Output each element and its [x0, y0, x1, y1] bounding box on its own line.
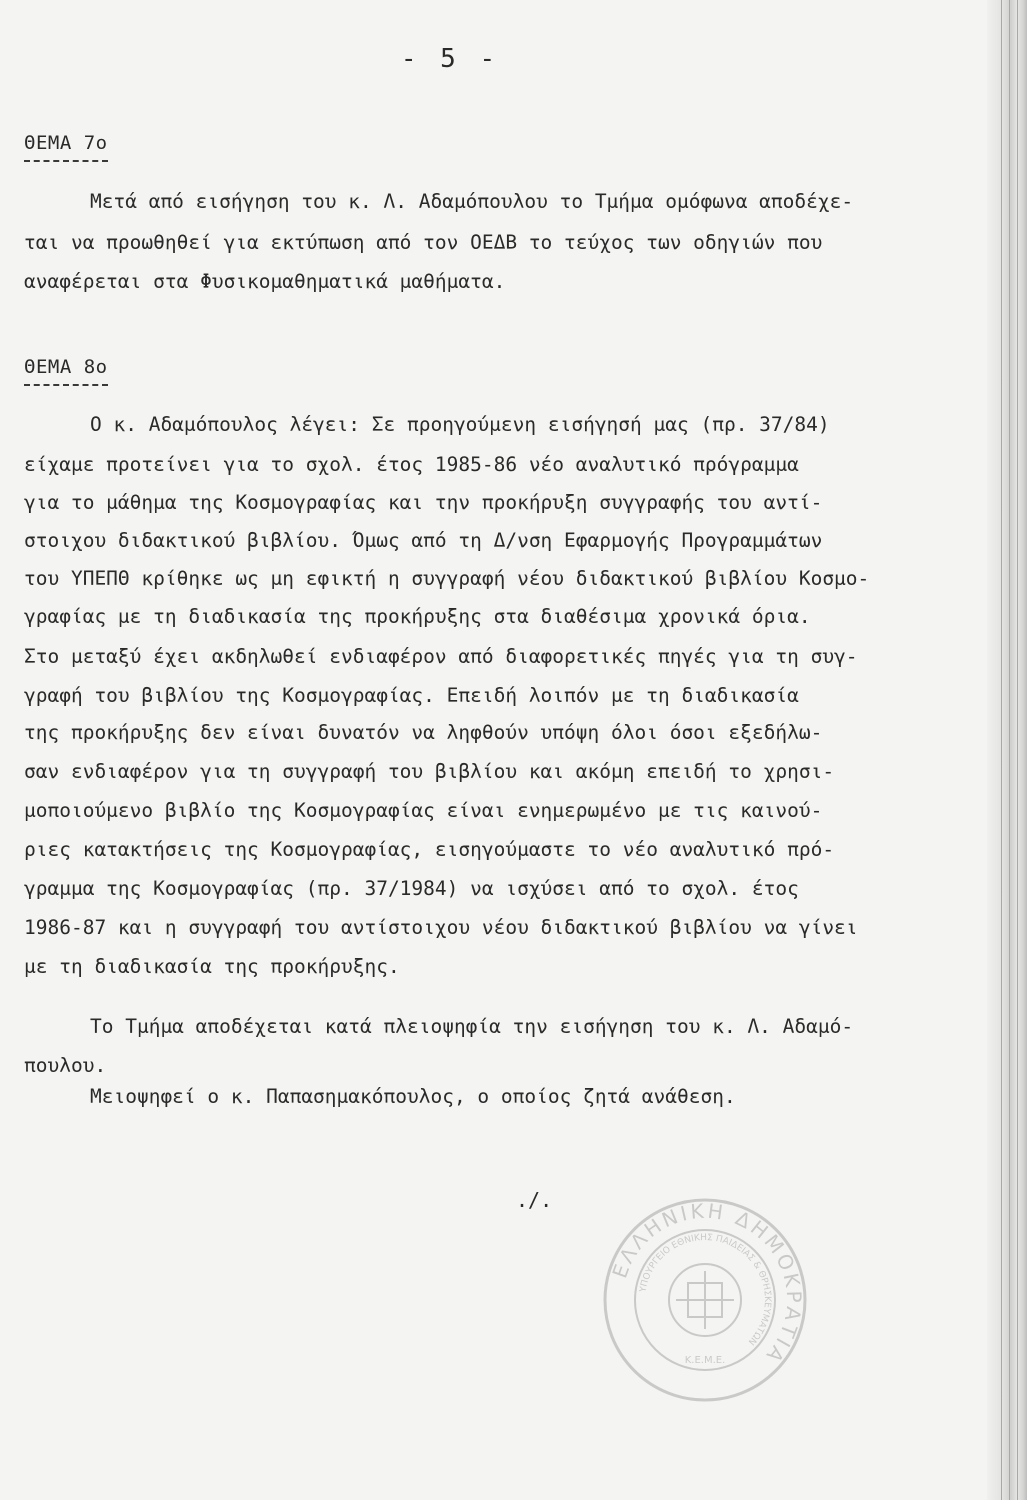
- stamp-bottom-text: Κ.Ε.Μ.Ε.: [684, 1355, 726, 1366]
- paragraph-line: σαν ενδιαφέρον για τη συγγραφή του βιβλίου και ακόμη επειδή το χρησι-: [24, 760, 835, 783]
- paragraph-line: Στο μεταξύ έχει ακδηλωθεί ενδιαφέρον από διαφορετικές πηγές για τη συγ-: [24, 645, 858, 668]
- section-heading-7: [24, 132, 108, 154]
- edge-line: [1001, 0, 1002, 1500]
- paragraph-line: ριες κατακτήσεις της Κοσμογραφίας, εισηγούμαστε το νέο αναλυτικό πρό-: [24, 838, 835, 861]
- dissent-line: Μειοψηφεί ο κ. Παπασημακόπουλος, ο οποίος ζητά ανάθεση.: [90, 1085, 736, 1108]
- paragraph-line: του ΥΠΕΠΘ κρίθηκε ως μη εφικτή η συγγραφή νέου διδακτικού βιβλίου Κοσμο-: [24, 567, 870, 590]
- paragraph-line: Μετά από εισήγηση του κ. Λ. Αδαμόπουλου το Τμήμα ομόφωνα αποδέχε-: [90, 190, 854, 213]
- heading-underline: [24, 384, 108, 386]
- stamp-outer-text: ΕΛΛΗΝΙΚΗ ΔΗΜΟΚΡΑΤΙΑ: [607, 1198, 807, 1370]
- section-heading-text: ΘΕΜΑ 7ο: [24, 132, 108, 154]
- paragraph-line: γραφή του βιβλίου της Κοσμογραφίας. Επειδή λοιπόν με τη διαδικασία: [24, 684, 799, 707]
- paragraph-line: γραφίας με τη διαδικασία της προκήρυξης στα διαθέσιμα χρονικά όρια.: [24, 605, 811, 628]
- paragraph-line: ται να προωθηθεί για εκτύπωση από τον ΟΕΔΒ το τεύχος των οδηγιών που: [24, 231, 823, 254]
- paragraph-line: με τη διαδικασία της προκήρυξης.: [24, 955, 400, 978]
- decision-line: Το Τμήμα αποδέχεται κατά πλειοψηφία την εισήγηση του κ. Λ. Αδαμό-: [90, 1015, 854, 1038]
- paragraph-line: Ο κ. Αδαμόπουλος λέγει: Σε προηγούμενη εισήγησή μας (πρ. 37/84): [90, 413, 830, 436]
- paragraph-line: αναφέρεται στα Φυσικομαθηματικά μαθήματα.: [24, 270, 506, 293]
- continuation-mark: ./.: [516, 1188, 553, 1212]
- paragraph-line: μοποιούμενο βιβλίο της Κοσμογραφίας είναι ενημερωμένο με τις καινού-: [24, 799, 823, 822]
- stamp-inner-text: ΥΠΟΥΡΓΕΙΟ ΕΘΝΙΚΗΣ ΠΑΙΔΕΙΑΣ & ΘΡΗΣΚΕΥΜΑΤΩΝ: [638, 1232, 773, 1347]
- official-seal-icon: [600, 1195, 810, 1405]
- paragraph-line: της προκήρυξης δεν είναι δυνατόν να ληφθούν υπόψη όλοι όσοι εξεδήλω-: [24, 721, 823, 744]
- page-edge: [987, 0, 1027, 1500]
- section-heading-text: ΘΕΜΑ 8ο: [24, 356, 108, 378]
- heading-underline: [24, 160, 108, 162]
- section-heading-8: [24, 356, 108, 378]
- paragraph-line: για το μάθημα της Κοσμογραφίας και την προκήρυξη συγγραφής του αντί-: [24, 491, 823, 514]
- page-number: - 5 -: [400, 44, 500, 74]
- paragraph-line: στοιχου διδακτικού βιβλίου. Όμως από τη Δ/νση Εφαρμογής Προγραμμάτων: [24, 529, 823, 552]
- paragraph-line: είχαμε προτείνει για το σχολ. έτος 1985-86 νέο αναλυτικό πρόγραμμα: [24, 453, 799, 476]
- paragraph-line: γραμμα της Κοσμογραφίας (πρ. 37/1984) να ισχύσει από το σχολ. έτος: [24, 877, 799, 900]
- edge-line: [1017, 0, 1018, 1500]
- decision-line: πουλου.: [24, 1054, 107, 1077]
- edge-line: [1009, 0, 1010, 1500]
- paragraph-line: 1986-87 και η συγγραφή του αντίστοιχου νέου διδακτικού βιβλίου να γίνει: [24, 916, 858, 939]
